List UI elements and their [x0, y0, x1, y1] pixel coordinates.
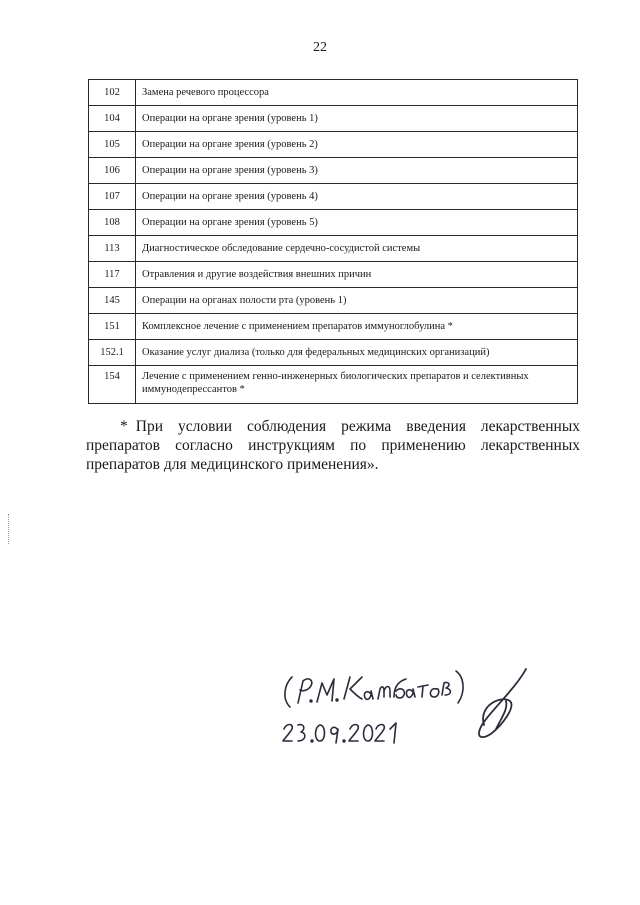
table-row	[89, 158, 578, 184]
procedure-codes-table	[88, 79, 578, 404]
row-name: Операции на органе зрения (уровень 3)	[136, 158, 578, 184]
row-code: 107	[89, 184, 136, 210]
row-code: 154	[89, 366, 136, 404]
row-code: 145	[89, 288, 136, 314]
table-row	[89, 262, 578, 288]
table-row	[89, 184, 578, 210]
page-number: 22	[313, 40, 327, 55]
row-code: 106	[89, 158, 136, 184]
handwritten-signature-block	[270, 655, 530, 760]
row-name: Операции на органах полости рта (уровень 1)	[136, 288, 578, 314]
footnote	[86, 417, 580, 474]
table-row	[89, 80, 578, 106]
row-code: 108	[89, 210, 136, 236]
table-row	[89, 236, 578, 262]
row-name: Диагностическое обследование сердечно-сосудистой системы	[136, 236, 578, 262]
table-row	[89, 210, 578, 236]
row-name: Операции на органе зрения (уровень 5)	[136, 210, 578, 236]
table-row	[89, 340, 578, 366]
signature-drawing	[270, 655, 530, 755]
row-code: 152.1	[89, 340, 136, 366]
table-row	[89, 366, 578, 404]
table-row	[89, 132, 578, 158]
row-name: Комплексное лечение с применением препаратов иммуноглобулина *	[136, 314, 578, 340]
row-name: Операции на органе зрения (уровень 2)	[136, 132, 578, 158]
table-row	[89, 106, 578, 132]
row-name: Лечение с применением генно-инженерных биологических препаратов и селективных иммунодепрессантов *	[136, 366, 578, 404]
scan-margin-mark	[8, 514, 12, 544]
footnote-text: При условии соблюдения режима введения лекарственных препаратов согласно инструкциям по применению лекарственных препаратов для медицинского применения».	[86, 418, 580, 473]
row-code: 113	[89, 236, 136, 262]
row-name: Отравления и другие воздействия внешних причин	[136, 262, 578, 288]
row-code: 104	[89, 106, 136, 132]
row-name: Операции на органе зрения (уровень 1)	[136, 106, 578, 132]
row-name: Оказание услуг диализа (только для федеральных медицинских организаций)	[136, 340, 578, 366]
table-row	[89, 314, 578, 340]
row-code: 102	[89, 80, 136, 106]
row-name: Операции на органе зрения (уровень 4)	[136, 184, 578, 210]
row-code: 105	[89, 132, 136, 158]
table-row	[89, 288, 578, 314]
footnote-marker: *	[120, 418, 128, 435]
row-code: 117	[89, 262, 136, 288]
row-name: Замена речевого процессора	[136, 80, 578, 106]
row-code: 151	[89, 314, 136, 340]
